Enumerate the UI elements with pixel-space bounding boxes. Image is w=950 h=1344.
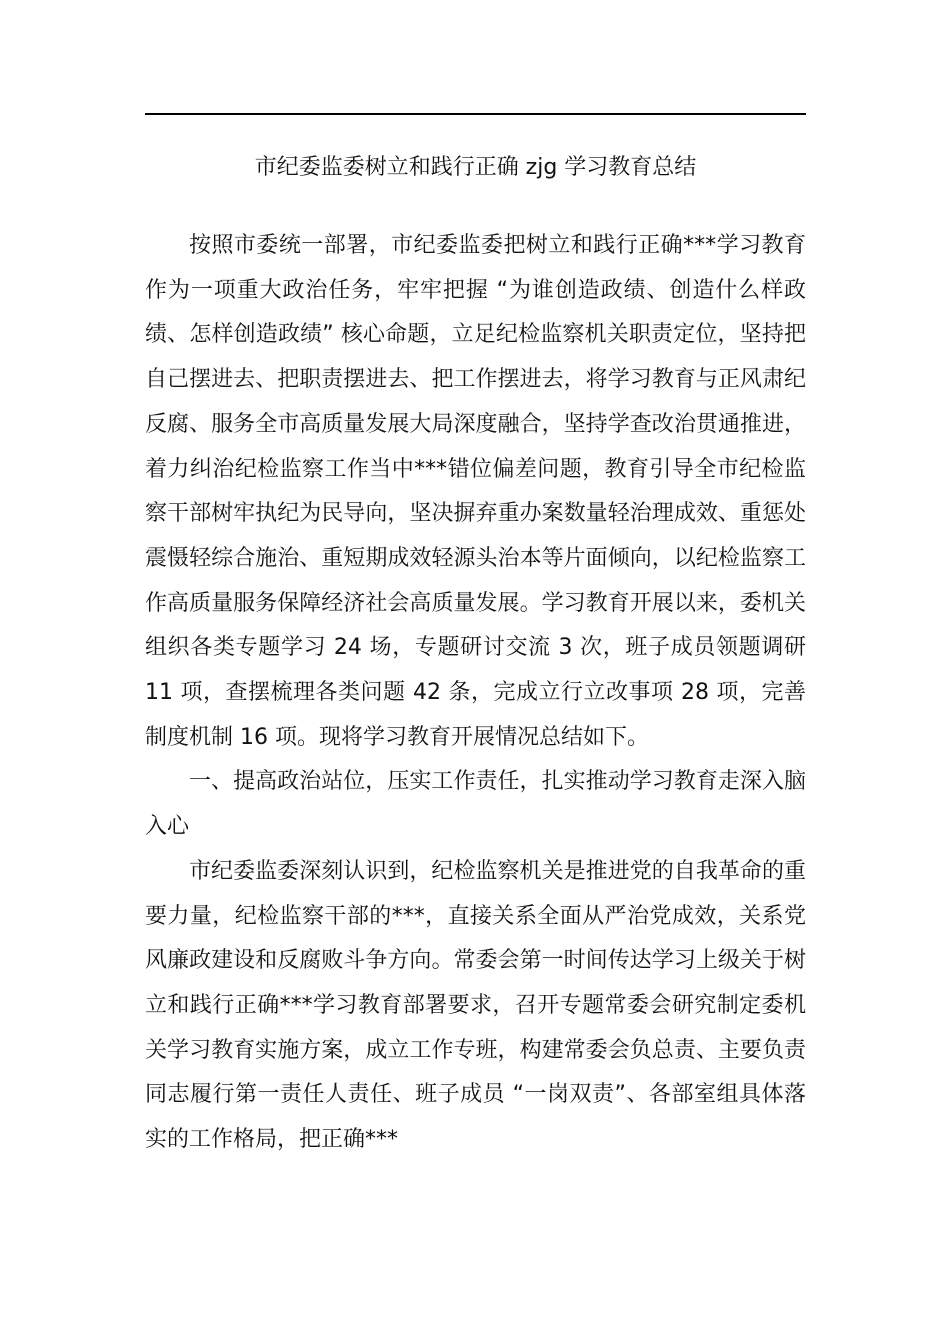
header-rule xyxy=(145,113,806,115)
document-title: 市纪委监委树立和践行正确 zjg 学习教育总结 xyxy=(254,155,697,180)
paragraph-section-1: 市纪委监委深刻认识到，纪检监察机关是推进党的自我革命的重要力量，纪检监察干部的***，直接关系全面从严治党成效，关系党风廉政建设和反腐败斗争方向。常委会第一时间传达学习上级关于树立和践行正确***学习教育部署要求，召开专题常委会研究制定委机关学习教育实施方案，成立工作专班，构建常委会负总责、主要负责同志履行第一责任人责任、班子成员 “一岗双责”、各部室组具体落实的工作格局，把正确*** xyxy=(145,858,806,1153)
document-body xyxy=(145,224,806,1163)
paragraph-intro: 按照市委统一部署，市纪委监委把树立和践行正确***学习教育作为一项重大政治任务，牢牢把握 “为谁创造政绩、创造什么样政绩、怎样创造政绩” 核心命题，立足纪检监察机关职责定位，坚持把自己摆进去、把职责摆进去、把工作摆进去，将学习教育与正风肃纪反腐、服务全市高质量发展大局深度融合，坚持学查改治贯通推进，着力纠治纪检监察工作当中***错位偏差问题，教育引导全市纪检监察干部树牢执纪为民导向，坚决摒弃重办案数量轻治理成效、重惩处震慑轻综合施治、重短期成效轻源头治本等片面倾向，以纪检监察工作高质量服务保障经济社会高质量发展。学习教育开展以来，委机关组织各类专题学习 24 场，专题研讨交流 3 次，班子成员领题调研 11 项，查摆梳理各类问题 42 条，完成立行立改事项 28 项，完善制度机制 16 项。现将学习教育开展情况总结如下。 xyxy=(145,233,806,750)
section-heading-1: 一、提高政治站位，压实工作责任，扎实推动学习教育走深入脑入心 xyxy=(145,769,806,840)
